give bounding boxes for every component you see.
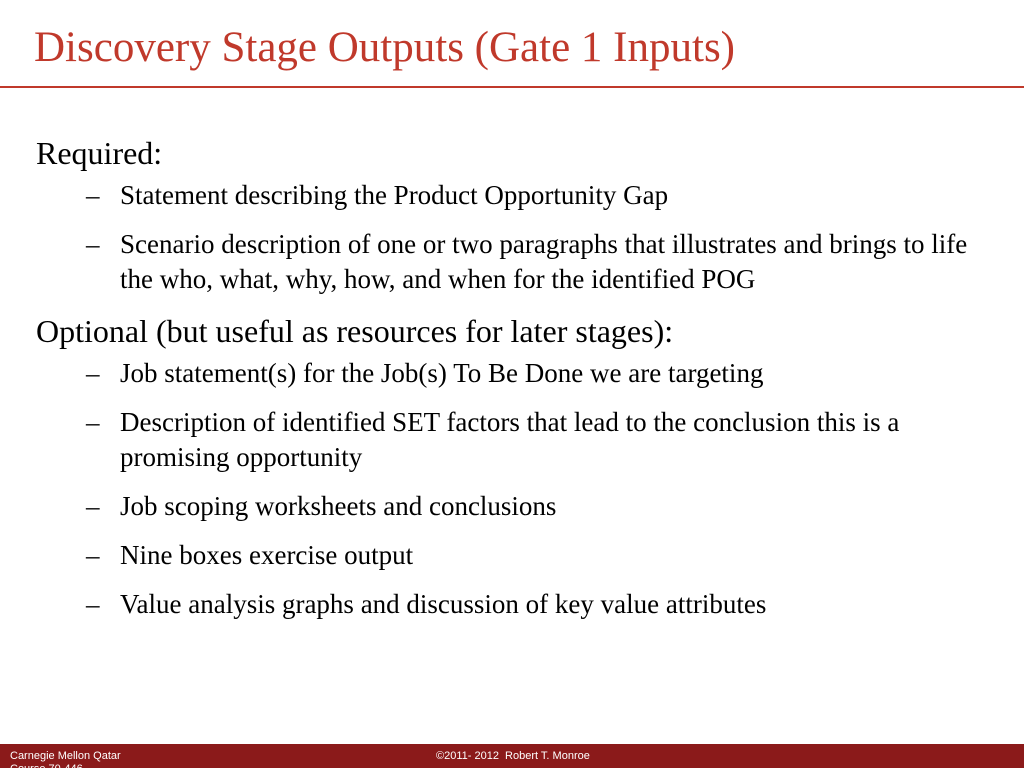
footer-bar [0, 744, 1024, 775]
dash-marker: – [86, 229, 100, 259]
footer-institution [10, 750, 121, 776]
list-item [36, 178, 996, 213]
bullet-text: Job scoping worksheets and conclusions [120, 491, 557, 521]
slide-title: Discovery Stage Outputs (Gate 1 Inputs) [34, 24, 735, 71]
dash-marker: – [86, 407, 100, 437]
bullet-text: Job statement(s) for the Job(s) To Be Done we are targeting [120, 358, 764, 388]
footer-course-number: Course 70-446 [10, 763, 83, 775]
footer-copyright: ©2011- 2012 Robert T. Monroe [436, 750, 590, 762]
bullet-text: Description of identified SET factors that lead to the conclusion this is a promising opportunity [120, 407, 900, 472]
optional-list [36, 356, 996, 622]
footer-institution-name: Carnegie Mellon Qatar [10, 750, 121, 762]
dash-marker: – [86, 540, 100, 570]
dash-marker: – [86, 491, 100, 521]
dash-marker: – [86, 358, 100, 388]
section-heading-optional: Optional (but useful as resources for later stages): [36, 313, 674, 349]
bullet-text: Scenario description of one or two paragraphs that illustrates and brings to life the who, what, why, how, and when for the identified POG [120, 229, 968, 294]
list-item [36, 587, 996, 622]
section-heading-required: Required: [36, 135, 163, 171]
bullet-text: Statement describing the Product Opportunity Gap [120, 180, 669, 210]
list-item [36, 356, 996, 391]
title-divider [0, 86, 1024, 88]
required-list [36, 178, 996, 297]
dash-marker: – [86, 180, 100, 210]
bullet-text: Value analysis graphs and discussion of key value attributes [120, 589, 767, 619]
dash-marker: – [86, 589, 100, 619]
bullet-text: Nine boxes exercise output [120, 540, 414, 570]
list-item [36, 538, 996, 573]
list-item [36, 489, 996, 524]
slide-content [36, 133, 996, 636]
list-item [36, 227, 996, 297]
list-item [36, 405, 996, 475]
